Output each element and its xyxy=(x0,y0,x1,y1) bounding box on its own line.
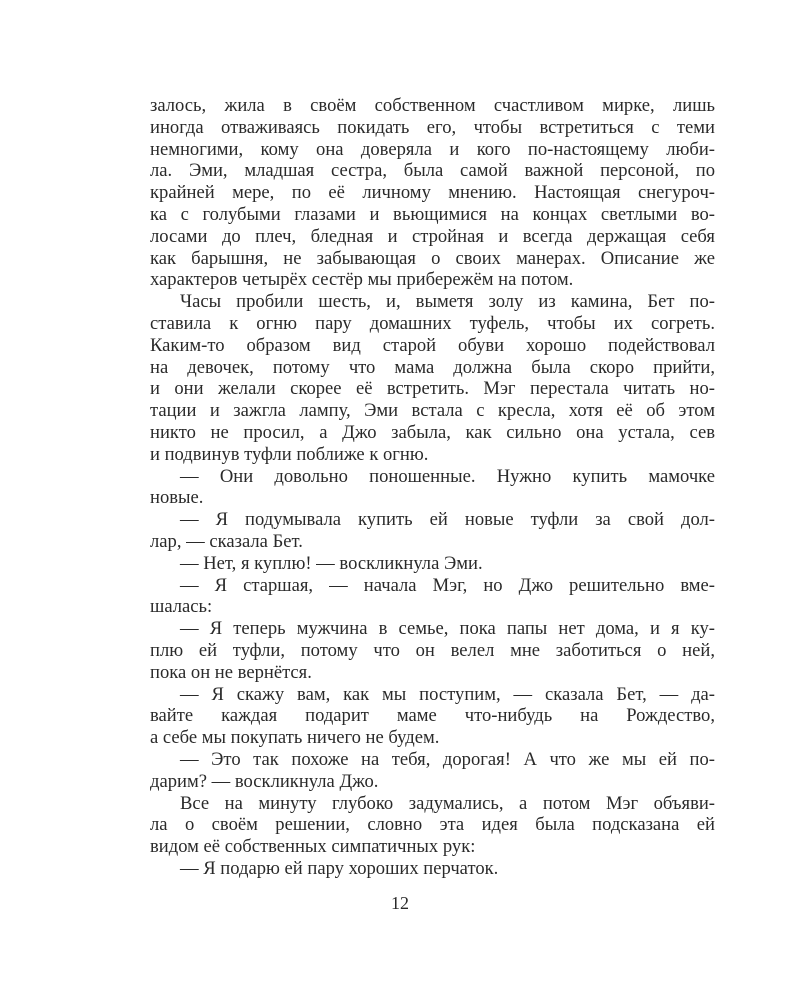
text-line: характеров четырёх сестёр мы прибережём на потом. xyxy=(150,269,574,291)
text-line: никто не просил, а Джо забыла, как сильно она устала, сев xyxy=(150,421,715,443)
text-line: ка с голубыми глазами и вьющимися на концах светлыми во- xyxy=(150,203,715,225)
text-line: — Я подумывала купить ей новые туфли за свой дол- xyxy=(180,509,715,531)
text-line: крайней мере, по её личному мнению. Настоящая снегуроч- xyxy=(150,182,715,204)
text-line: плю ей туфли, потому что он велел мне заботиться о ней, xyxy=(150,639,715,661)
book-page-text xyxy=(150,95,715,880)
text-line: — Я старшая, — начала Мэг, но Джо решительно вме- xyxy=(180,574,715,596)
text-line: — Нет, я куплю! — воскликнула Эми. xyxy=(180,552,483,574)
text-line: залось, жила в своём собственном счастливом мирке, лишь xyxy=(150,95,715,116)
text-line: иногда отваживаясь покидать его, чтобы встретиться с теми xyxy=(150,116,715,138)
text-line: немногими, кому она доверяла и кого по-настоящему люби- xyxy=(150,138,715,160)
text-line: и они желали скорее её встретить. Мэг перестала читать но- xyxy=(150,378,715,400)
text-line: Каким-то образом вид старой обуви хорошо подействовал xyxy=(150,334,715,356)
text-line: дарим? — воскликнула Джо. xyxy=(150,770,379,792)
text-line: — Я теперь мужчина в семье, пока папы нет дома, и я ку- xyxy=(180,618,715,640)
text-line: ставила к огню пару домашних туфель, чтобы их согреть. xyxy=(150,312,715,334)
text-line: тации и зажгла лампу, Эми встала с кресла, хотя её об этом xyxy=(150,400,715,422)
text-line: лар, — сказала Бет. xyxy=(150,530,303,552)
page-number: 12 xyxy=(391,893,409,913)
text-line: вайте каждая подарит маме что-нибудь на Рождество, xyxy=(150,705,715,727)
text-line: ла о своём решении, словно эта идея была подсказана ей xyxy=(150,814,715,836)
text-line: как барышня, не забывающая о своих манерах. Описание же xyxy=(150,247,715,269)
text-line: на девочек, потому что мама должна была скоро прийти, xyxy=(150,356,715,378)
text-line: Часы пробили шесть, и, выметя золу из камина, Бет по- xyxy=(180,291,715,313)
text-line: шалась: xyxy=(150,596,213,618)
text-line: и подвинув туфли поближе к огню. xyxy=(150,443,429,465)
text-line: ла. Эми, младшая сестра, была самой важной персоной, по xyxy=(150,160,715,182)
text-line: лосами до плеч, бледная и стройная и всегда держащая себя xyxy=(150,225,715,247)
text-line: — Это так похоже на тебя, дорогая! А что же мы ей по- xyxy=(180,748,715,770)
text-line: новые. xyxy=(150,487,204,509)
text-line: — Я скажу вам, как мы поступим, — сказала Бет, — да- xyxy=(180,683,715,705)
text-line: а себе мы покупать ничего не будем. xyxy=(150,727,440,749)
text-line: пока он не вернётся. xyxy=(150,661,312,683)
text-line: — Они довольно поношенные. Нужно купить мамочке xyxy=(180,465,715,487)
text-line: Все на минуту глубоко задумались, а потом Мэг объяви- xyxy=(180,792,715,814)
text-line: — Я подарю ей пару хороших перчаток. xyxy=(180,857,499,879)
text-line: видом её собственных симпатичных рук: xyxy=(150,836,476,858)
